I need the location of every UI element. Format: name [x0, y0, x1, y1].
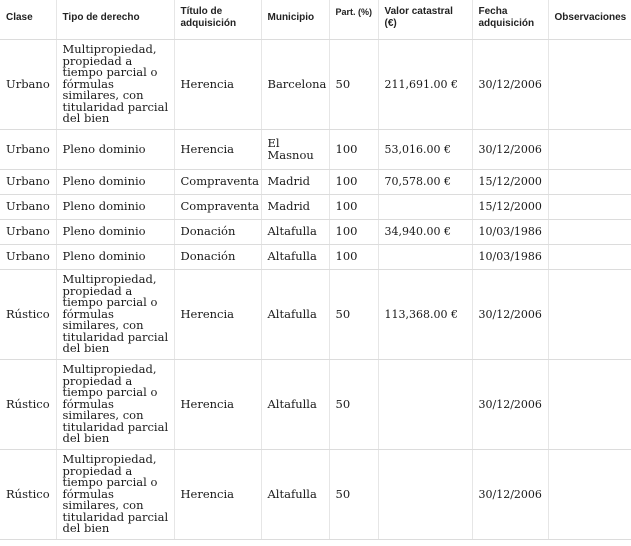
table-row — [0, 130, 631, 170]
cell-titulo: Herencia — [174, 450, 261, 540]
cell-tipo: Pleno dominio — [56, 170, 174, 195]
cell-observaciones — [548, 220, 631, 245]
cell-municipio: Altafulla — [261, 450, 329, 540]
cell-clase: Rústico — [0, 450, 56, 540]
header-tipo-derecho: Tipo de derecho — [56, 0, 174, 40]
cell-titulo: Herencia — [174, 270, 261, 360]
table-row — [0, 450, 631, 540]
cell-municipio: Altafulla — [261, 245, 329, 270]
cell-municipio: Madrid — [261, 195, 329, 220]
cell-tipo: Pleno dominio — [56, 130, 174, 170]
cell-municipio: El Masnou — [261, 130, 329, 170]
cell-valor: 113,368.00 € — [378, 270, 472, 360]
cell-clase: Urbano — [0, 245, 56, 270]
table-row — [0, 270, 631, 360]
table-row — [0, 195, 631, 220]
cell-valor: 53,016.00 € — [378, 130, 472, 170]
header-municipio: Municipio — [261, 0, 329, 40]
cell-part: 100 — [329, 130, 378, 170]
cell-valor: 211,691.00 € — [378, 40, 472, 130]
cell-valor — [378, 195, 472, 220]
cell-fecha: 15/12/2000 — [472, 170, 548, 195]
cell-observaciones — [548, 245, 631, 270]
cell-titulo: Donación — [174, 220, 261, 245]
cell-clase: Rústico — [0, 270, 56, 360]
cell-part: 50 — [329, 40, 378, 130]
cell-municipio: Barcelona — [261, 40, 329, 130]
cell-clase: Urbano — [0, 130, 56, 170]
cell-clase: Urbano — [0, 220, 56, 245]
cell-observaciones — [548, 170, 631, 195]
cell-fecha: 30/12/2006 — [472, 450, 548, 540]
cell-titulo: Compraventa — [174, 170, 261, 195]
cell-clase: Urbano — [0, 195, 56, 220]
header-titulo-adquisicion: Título de adquisición — [174, 0, 261, 40]
cell-part: 50 — [329, 270, 378, 360]
header-fecha-adquisicion: Fecha adquisición — [472, 0, 548, 40]
cell-tipo: Pleno dominio — [56, 195, 174, 220]
cell-observaciones — [548, 270, 631, 360]
cell-valor: 34,940.00 € — [378, 220, 472, 245]
cell-observaciones — [548, 450, 631, 540]
header-valor-catastral: Valor catastral (€) — [378, 0, 472, 40]
cell-fecha: 30/12/2006 — [472, 130, 548, 170]
cell-valor — [378, 245, 472, 270]
header-participacion: Part. (%) — [329, 0, 378, 40]
cell-fecha: 15/12/2000 — [472, 195, 548, 220]
cell-municipio: Madrid — [261, 170, 329, 195]
cell-valor: 70,578.00 € — [378, 170, 472, 195]
cell-titulo: Compraventa — [174, 195, 261, 220]
cell-part: 100 — [329, 220, 378, 245]
cell-part: 100 — [329, 170, 378, 195]
table-row — [0, 245, 631, 270]
cell-tipo: Multipropiedad, propiedad a tiempo parcial o fórmulas similares, con titularidad parcial del bien — [56, 450, 174, 540]
cell-observaciones — [548, 40, 631, 130]
cell-part: 50 — [329, 450, 378, 540]
cell-municipio: Altafulla — [261, 220, 329, 245]
table-row — [0, 170, 631, 195]
cell-tipo: Pleno dominio — [56, 245, 174, 270]
cell-titulo: Herencia — [174, 360, 261, 450]
cell-fecha: 10/03/1986 — [472, 220, 548, 245]
cell-fecha: 30/12/2006 — [472, 360, 548, 450]
header-observaciones: Observaciones — [548, 0, 631, 40]
cell-valor — [378, 450, 472, 540]
cell-clase: Urbano — [0, 170, 56, 195]
table-row — [0, 220, 631, 245]
cell-part: 100 — [329, 245, 378, 270]
cell-clase: Rústico — [0, 360, 56, 450]
cell-observaciones — [548, 130, 631, 170]
cell-municipio: Altafulla — [261, 360, 329, 450]
table-row — [0, 360, 631, 450]
cell-part: 100 — [329, 195, 378, 220]
cell-tipo: Multipropiedad, propiedad a tiempo parcial o fórmulas similares, con titularidad parcial del bien — [56, 270, 174, 360]
table-row — [0, 40, 631, 130]
cell-municipio: Altafulla — [261, 270, 329, 360]
header-row — [0, 0, 631, 40]
cell-observaciones — [548, 360, 631, 450]
cell-titulo: Donación — [174, 245, 261, 270]
cell-titulo: Herencia — [174, 40, 261, 130]
header-clase: Clase — [0, 0, 56, 40]
cell-titulo: Herencia — [174, 130, 261, 170]
cell-clase: Urbano — [0, 40, 56, 130]
cell-observaciones — [548, 195, 631, 220]
cell-fecha: 30/12/2006 — [472, 270, 548, 360]
cell-tipo: Pleno dominio — [56, 220, 174, 245]
cell-fecha: 10/03/1986 — [472, 245, 548, 270]
cell-fecha: 30/12/2006 — [472, 40, 548, 130]
cell-valor — [378, 360, 472, 450]
cell-part: 50 — [329, 360, 378, 450]
cell-tipo: Multipropiedad, propiedad a tiempo parcial o fórmulas similares, con titularidad parcial del bien — [56, 40, 174, 130]
cell-tipo: Multipropiedad, propiedad a tiempo parcial o fórmulas similares, con titularidad parcial del bien — [56, 360, 174, 450]
